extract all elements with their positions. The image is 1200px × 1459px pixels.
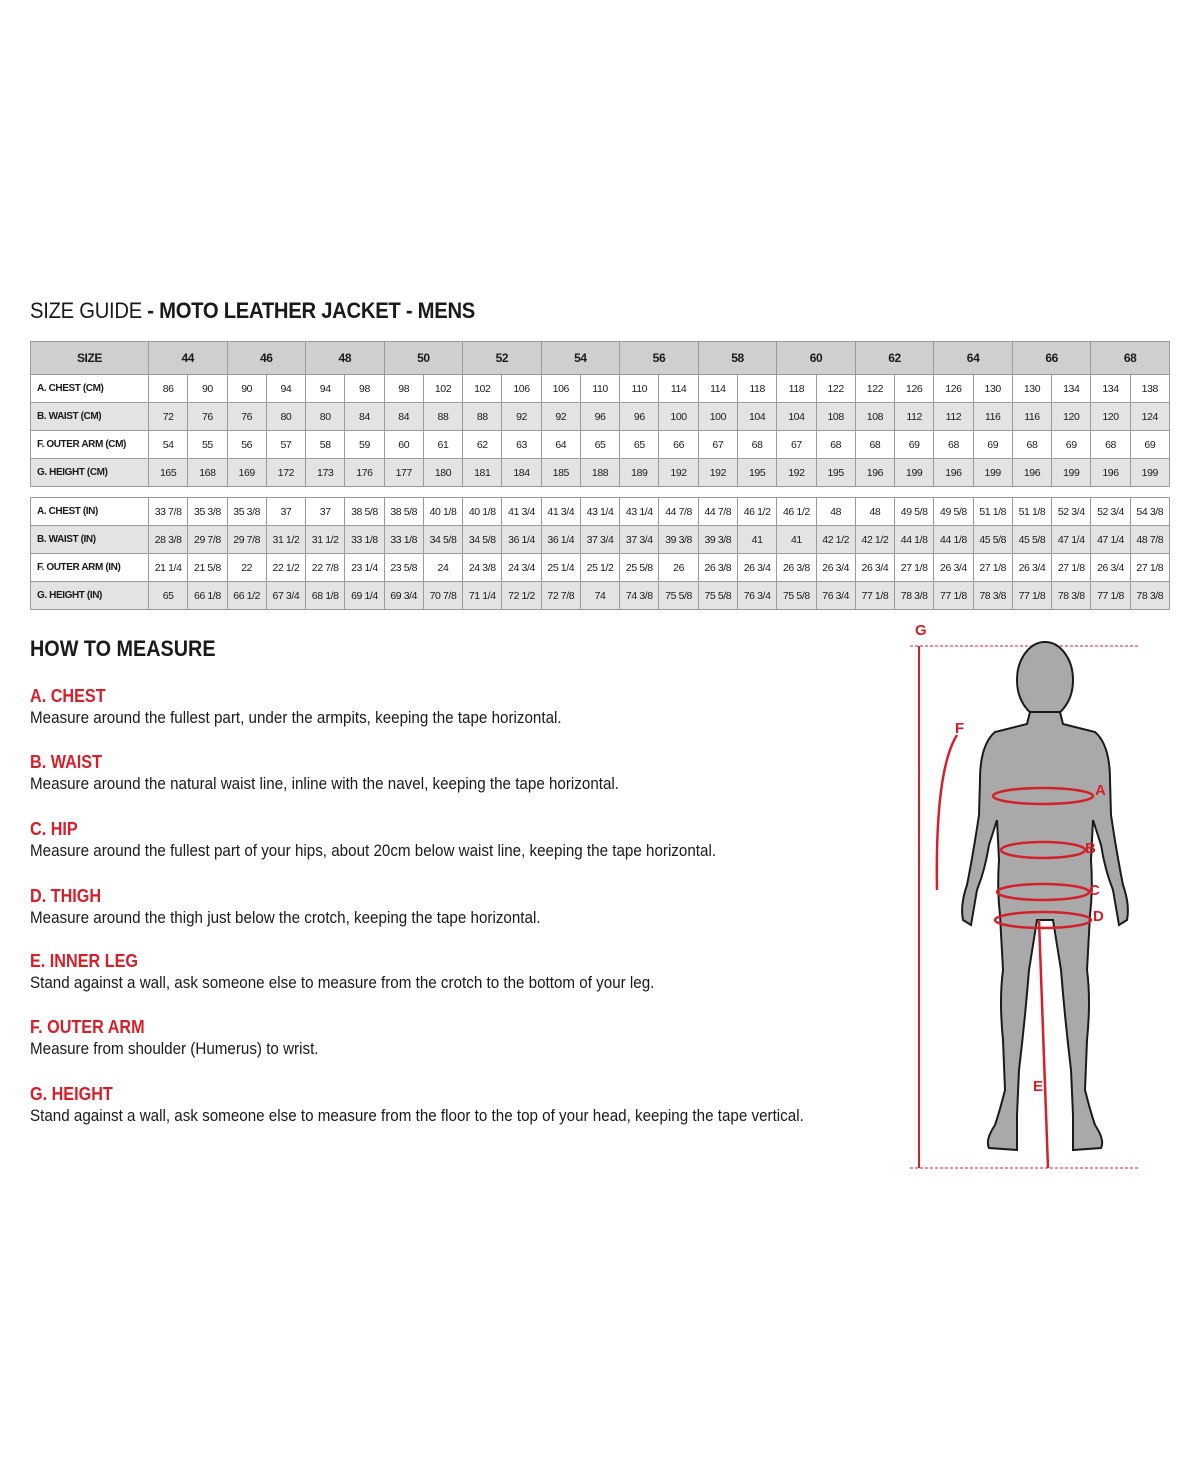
table-cell: 37 3/4: [580, 526, 619, 554]
size-header-cell: 58: [698, 342, 777, 375]
table-cell: 78 3/8: [1052, 582, 1091, 610]
table-cell: 52 3/4: [1052, 498, 1091, 526]
table-cell: 44 1/8: [934, 526, 973, 554]
table-cell: 114: [659, 375, 698, 403]
measure-heading: D. THIGH: [30, 886, 102, 906]
table-cell: 126: [934, 375, 973, 403]
table-cell: 177: [384, 459, 423, 487]
measure-description: Measure around the natural waist line, inline with the navel, keeping the tape horizontal.: [30, 775, 620, 793]
table-cell: 118: [737, 375, 776, 403]
table-cell: 22 1/2: [266, 554, 305, 582]
table-cell: 104: [737, 403, 776, 431]
table-cell: 55: [188, 431, 227, 459]
size-header-cell: 52: [463, 342, 542, 375]
table-cell: 76: [188, 403, 227, 431]
table-cell: 27 1/8: [895, 554, 934, 582]
inner-leg-line: [1039, 920, 1048, 1168]
table-cell: 27 1/8: [1052, 554, 1091, 582]
size-chart-table: [30, 341, 1170, 610]
table-cell: 56: [227, 431, 266, 459]
table-cell: 92: [502, 403, 541, 431]
table-cell: 68: [855, 431, 894, 459]
table-cell: 196: [1012, 459, 1051, 487]
table-cell: 130: [973, 375, 1012, 403]
table-cell: 26 3/4: [737, 554, 776, 582]
table-cell: 40 1/8: [463, 498, 502, 526]
table-cell: 108: [855, 403, 894, 431]
table-cell: 126: [895, 375, 934, 403]
row-label: F. OUTER ARM (IN): [31, 554, 149, 582]
table-cell: 124: [1130, 403, 1169, 431]
table-row: [31, 375, 1170, 403]
table-cell: 39 3/8: [659, 526, 698, 554]
table-cell: 58: [306, 431, 345, 459]
table-cell: 96: [580, 403, 619, 431]
table-cell: 68 1/8: [306, 582, 345, 610]
table-cell: 54 3/8: [1130, 498, 1169, 526]
measurement-figure: [905, 620, 1145, 1180]
table-cell: 76 3/4: [816, 582, 855, 610]
table-cell: 27 1/8: [1130, 554, 1169, 582]
size-header-row: [31, 342, 1170, 375]
table-cell: 110: [620, 375, 659, 403]
table-cell: 28 3/8: [149, 526, 188, 554]
table-cell: 35 3/8: [188, 498, 227, 526]
table-cell: 100: [698, 403, 737, 431]
measure-description: Measure around the fullest part of your hips, about 20cm below waist line, keeping the tape horizontal.: [30, 842, 717, 860]
table-cell: 26 3/4: [855, 554, 894, 582]
table-cell: 100: [659, 403, 698, 431]
row-label: F. OUTER ARM (CM): [31, 431, 149, 459]
table-cell: 165: [149, 459, 188, 487]
table-cell: 77 1/8: [1091, 582, 1130, 610]
table-cell: 52 3/4: [1091, 498, 1130, 526]
table-cell: 51 1/8: [973, 498, 1012, 526]
table-cell: 86: [149, 375, 188, 403]
table-cell: 196: [855, 459, 894, 487]
table-cell: 36 1/4: [502, 526, 541, 554]
size-header-cell: 48: [306, 342, 385, 375]
table-cell: 114: [698, 375, 737, 403]
table-cell: 48: [816, 498, 855, 526]
measure-description: Measure around the thigh just below the crotch, keeping the tape horizontal.: [30, 909, 541, 927]
table-cell: 24: [423, 554, 462, 582]
measure-heading: C. HIP: [30, 819, 78, 839]
table-cell: 22: [227, 554, 266, 582]
table-cell: 75 5/8: [698, 582, 737, 610]
table-cell: 41: [777, 526, 816, 554]
table-cell: 108: [816, 403, 855, 431]
table-cell: 68: [934, 431, 973, 459]
table-cell: 25 1/2: [580, 554, 619, 582]
table-cell: 43 1/4: [620, 498, 659, 526]
table-cell: 37: [266, 498, 305, 526]
title-product: - MOTO LEATHER JACKET - MENS: [147, 298, 476, 323]
table-cell: 68: [1012, 431, 1051, 459]
how-to-measure-title: HOW TO MEASURE: [30, 636, 216, 661]
table-cell: 66 1/8: [188, 582, 227, 610]
table-cell: 72 1/2: [502, 582, 541, 610]
measure-item: [30, 1016, 910, 1060]
label-b: B: [1085, 840, 1096, 857]
table-cell: 199: [1130, 459, 1169, 487]
table-cell: 34 5/8: [423, 526, 462, 554]
table-cell: 48 7/8: [1130, 526, 1169, 554]
table-cell: 21 5/8: [188, 554, 227, 582]
table-cell: 112: [934, 403, 973, 431]
table-cell: 47 1/4: [1052, 526, 1091, 554]
measure-description: Stand against a wall, ask someone else to measure from the floor to the top of your head, keeping the tape vertical.: [30, 1107, 804, 1125]
table-cell: 168: [188, 459, 227, 487]
table-cell: 29 7/8: [188, 526, 227, 554]
table-cell: 34 5/8: [463, 526, 502, 554]
table-cell: 69: [973, 431, 1012, 459]
table-cell: 169: [227, 459, 266, 487]
measure-heading: G. HEIGHT: [30, 1084, 113, 1104]
table-cell: 36 1/4: [541, 526, 580, 554]
table-cell: 78 3/8: [1130, 582, 1169, 610]
table-cell: 180: [423, 459, 462, 487]
table-cell: 68: [816, 431, 855, 459]
size-header-cell: 44: [149, 342, 228, 375]
table-cell: 44 7/8: [659, 498, 698, 526]
table-cell: 199: [973, 459, 1012, 487]
table-cell: 47 1/4: [1091, 526, 1130, 554]
row-label: A. CHEST (CM): [31, 375, 149, 403]
table-cell: 23 5/8: [384, 554, 423, 582]
table-cell: 68: [1091, 431, 1130, 459]
table-cell: 45 5/8: [973, 526, 1012, 554]
table-cell: 122: [855, 375, 894, 403]
measure-item: [30, 885, 910, 929]
table-cell: 116: [973, 403, 1012, 431]
table-cell: 120: [1091, 403, 1130, 431]
table-cell: 94: [306, 375, 345, 403]
table-cell: 176: [345, 459, 384, 487]
table-cell: 66 1/2: [227, 582, 266, 610]
table-cell: 184: [502, 459, 541, 487]
table-cell: 76: [227, 403, 266, 431]
table-cell: 88: [423, 403, 462, 431]
table-cell: 195: [816, 459, 855, 487]
row-label: G. HEIGHT (CM): [31, 459, 149, 487]
label-g: G: [915, 622, 927, 639]
table-cell: 66: [659, 431, 698, 459]
label-a: A: [1095, 782, 1106, 799]
table-cell: 48: [855, 498, 894, 526]
measure-heading: B. WAIST: [30, 752, 102, 772]
table-cell: 33 1/8: [384, 526, 423, 554]
size-header-cell: 66: [1012, 342, 1091, 375]
table-cell: 24 3/4: [502, 554, 541, 582]
table-cell: 189: [620, 459, 659, 487]
table-cell: 196: [1091, 459, 1130, 487]
table-cell: 192: [698, 459, 737, 487]
title-prefix: SIZE GUIDE: [30, 298, 148, 323]
table-cell: 72: [149, 403, 188, 431]
table-cell: 112: [895, 403, 934, 431]
table-cell: 49 5/8: [895, 498, 934, 526]
row-label: G. HEIGHT (IN): [31, 582, 149, 610]
size-header-cell: 54: [541, 342, 620, 375]
table-cell: 134: [1091, 375, 1130, 403]
table-cell: 118: [777, 375, 816, 403]
table-cell: 38 5/8: [345, 498, 384, 526]
table-cell: 41 3/4: [502, 498, 541, 526]
table-cell: 40 1/8: [423, 498, 462, 526]
table-cell: 134: [1052, 375, 1091, 403]
table-cell: 26 3/4: [1012, 554, 1051, 582]
size-header-cell: 68: [1091, 342, 1170, 375]
table-cell: 92: [541, 403, 580, 431]
table-row: [31, 459, 1170, 487]
table-cell: 90: [227, 375, 266, 403]
table-cell: 74 3/8: [620, 582, 659, 610]
table-cell: 130: [1012, 375, 1051, 403]
table-row: [31, 526, 1170, 554]
table-cell: 46 1/2: [777, 498, 816, 526]
label-c: C: [1089, 882, 1100, 899]
table-cell: 84: [345, 403, 384, 431]
size-header-cell: 56: [620, 342, 699, 375]
table-cell: 26 3/4: [1091, 554, 1130, 582]
table-cell: 26 3/8: [698, 554, 737, 582]
table-cell: 44 7/8: [698, 498, 737, 526]
table-cell: 41 3/4: [541, 498, 580, 526]
table-cell: 35 3/8: [227, 498, 266, 526]
table-cell: 98: [345, 375, 384, 403]
table-cell: 49 5/8: [934, 498, 973, 526]
table-cell: 67 3/4: [266, 582, 305, 610]
table-cell: 75 5/8: [659, 582, 698, 610]
table-cell: 24 3/8: [463, 554, 502, 582]
table-cell: 77 1/8: [934, 582, 973, 610]
table-cell: 192: [659, 459, 698, 487]
spacer-cell: [31, 487, 1170, 498]
page-title: [30, 298, 475, 324]
label-f: F: [955, 720, 965, 737]
table-cell: 77 1/8: [1012, 582, 1051, 610]
table-cell: 172: [266, 459, 305, 487]
table-cell: 22 7/8: [306, 554, 345, 582]
measure-heading: F. OUTER ARM: [30, 1017, 145, 1037]
table-row: [31, 554, 1170, 582]
size-header-label: SIZE: [31, 342, 149, 375]
table-cell: 69 3/4: [384, 582, 423, 610]
table-cell: 102: [463, 375, 502, 403]
measure-description: Stand against a wall, ask someone else to measure from the crotch to the bottom of your leg.: [30, 974, 655, 992]
table-cell: 104: [777, 403, 816, 431]
table-cell: 46 1/2: [737, 498, 776, 526]
table-cell: 65: [580, 431, 619, 459]
table-row: [31, 582, 1170, 610]
table-cell: 173: [306, 459, 345, 487]
table-cell: 188: [580, 459, 619, 487]
measure-heading: A. CHEST: [30, 686, 106, 706]
table-spacer-row: [31, 487, 1170, 498]
table-cell: 43 1/4: [580, 498, 619, 526]
table-cell: 106: [502, 375, 541, 403]
table-cell: 54: [149, 431, 188, 459]
table-cell: 26 3/4: [934, 554, 973, 582]
table-cell: 33 1/8: [345, 526, 384, 554]
table-cell: 51 1/8: [1012, 498, 1051, 526]
table-cell: 29 7/8: [227, 526, 266, 554]
measure-item: [30, 818, 910, 862]
table-cell: 77 1/8: [855, 582, 894, 610]
table-cell: 41: [737, 526, 776, 554]
table-cell: 116: [1012, 403, 1051, 431]
table-cell: 33 7/8: [149, 498, 188, 526]
table-cell: 84: [384, 403, 423, 431]
table-cell: 62: [463, 431, 502, 459]
row-label: A. CHEST (IN): [31, 498, 149, 526]
table-cell: 69 1/4: [345, 582, 384, 610]
table-cell: 96: [620, 403, 659, 431]
table-cell: 25 5/8: [620, 554, 659, 582]
table-cell: 69: [1052, 431, 1091, 459]
row-label: B. WAIST (CM): [31, 403, 149, 431]
table-cell: 71 1/4: [463, 582, 502, 610]
table-cell: 57: [266, 431, 305, 459]
table-cell: 65: [620, 431, 659, 459]
table-cell: 120: [1052, 403, 1091, 431]
table-cell: 27 1/8: [973, 554, 1012, 582]
table-cell: 78 3/8: [895, 582, 934, 610]
table-cell: 68: [737, 431, 776, 459]
table-cell: 26: [659, 554, 698, 582]
table-cell: 78 3/8: [973, 582, 1012, 610]
table-cell: 67: [698, 431, 737, 459]
table-cell: 72 7/8: [541, 582, 580, 610]
table-cell: 69: [1130, 431, 1169, 459]
table-cell: 63: [502, 431, 541, 459]
table-cell: 106: [541, 375, 580, 403]
table-cell: 31 1/2: [306, 526, 345, 554]
measure-item: [30, 751, 910, 795]
table-cell: 110: [580, 375, 619, 403]
size-header-cell: 64: [934, 342, 1013, 375]
table-cell: 45 5/8: [1012, 526, 1051, 554]
table-row: [31, 498, 1170, 526]
table-cell: 21 1/4: [149, 554, 188, 582]
table-cell: 39 3/8: [698, 526, 737, 554]
row-label: B. WAIST (IN): [31, 526, 149, 554]
label-d: D: [1093, 908, 1104, 925]
table-cell: 42 1/2: [816, 526, 855, 554]
table-cell: 122: [816, 375, 855, 403]
measure-description: Measure from shoulder (Humerus) to wrist.: [30, 1040, 319, 1058]
table-cell: 38 5/8: [384, 498, 423, 526]
table-cell: 61: [423, 431, 462, 459]
table-cell: 60: [384, 431, 423, 459]
body-diagram: [905, 620, 1145, 1180]
label-e: E: [1033, 1078, 1044, 1095]
table-cell: 94: [266, 375, 305, 403]
table-cell: 196: [934, 459, 973, 487]
table-cell: 25 1/4: [541, 554, 580, 582]
table-cell: 76 3/4: [737, 582, 776, 610]
table-cell: 23 1/4: [345, 554, 384, 582]
table-cell: 26 3/4: [816, 554, 855, 582]
size-header-cell: 46: [227, 342, 306, 375]
table-cell: 74: [580, 582, 619, 610]
table-cell: 195: [737, 459, 776, 487]
table-cell: 75 5/8: [777, 582, 816, 610]
table-cell: 42 1/2: [855, 526, 894, 554]
table-cell: 138: [1130, 375, 1169, 403]
outer-arm-line: [937, 735, 957, 890]
measure-description: Measure around the fullest part, under the armpits, keeping the tape horizontal.: [30, 709, 562, 727]
table-cell: 59: [345, 431, 384, 459]
table-cell: 181: [463, 459, 502, 487]
table-cell: 199: [1052, 459, 1091, 487]
table-cell: 69: [895, 431, 934, 459]
table-cell: 192: [777, 459, 816, 487]
table-cell: 67: [777, 431, 816, 459]
size-header-cell: 50: [384, 342, 463, 375]
table-cell: 64: [541, 431, 580, 459]
table-cell: 80: [306, 403, 345, 431]
table-cell: 65: [149, 582, 188, 610]
size-header-cell: 62: [855, 342, 934, 375]
table-cell: 90: [188, 375, 227, 403]
table-cell: 88: [463, 403, 502, 431]
table-cell: 31 1/2: [266, 526, 305, 554]
measure-item: [30, 950, 910, 994]
size-header-cell: 60: [777, 342, 856, 375]
table-cell: 37 3/4: [620, 526, 659, 554]
table-cell: 44 1/8: [895, 526, 934, 554]
measure-item: [30, 685, 910, 729]
table-cell: 37: [306, 498, 345, 526]
table-cell: 80: [266, 403, 305, 431]
table-cell: 70 7/8: [423, 582, 462, 610]
measure-heading: E. INNER LEG: [30, 951, 139, 971]
table-cell: 98: [384, 375, 423, 403]
table-cell: 26 3/8: [777, 554, 816, 582]
table-row: [31, 431, 1170, 459]
measure-item: [30, 1083, 910, 1127]
table-cell: 102: [423, 375, 462, 403]
table-cell: 199: [895, 459, 934, 487]
table-row: [31, 403, 1170, 431]
table-cell: 185: [541, 459, 580, 487]
